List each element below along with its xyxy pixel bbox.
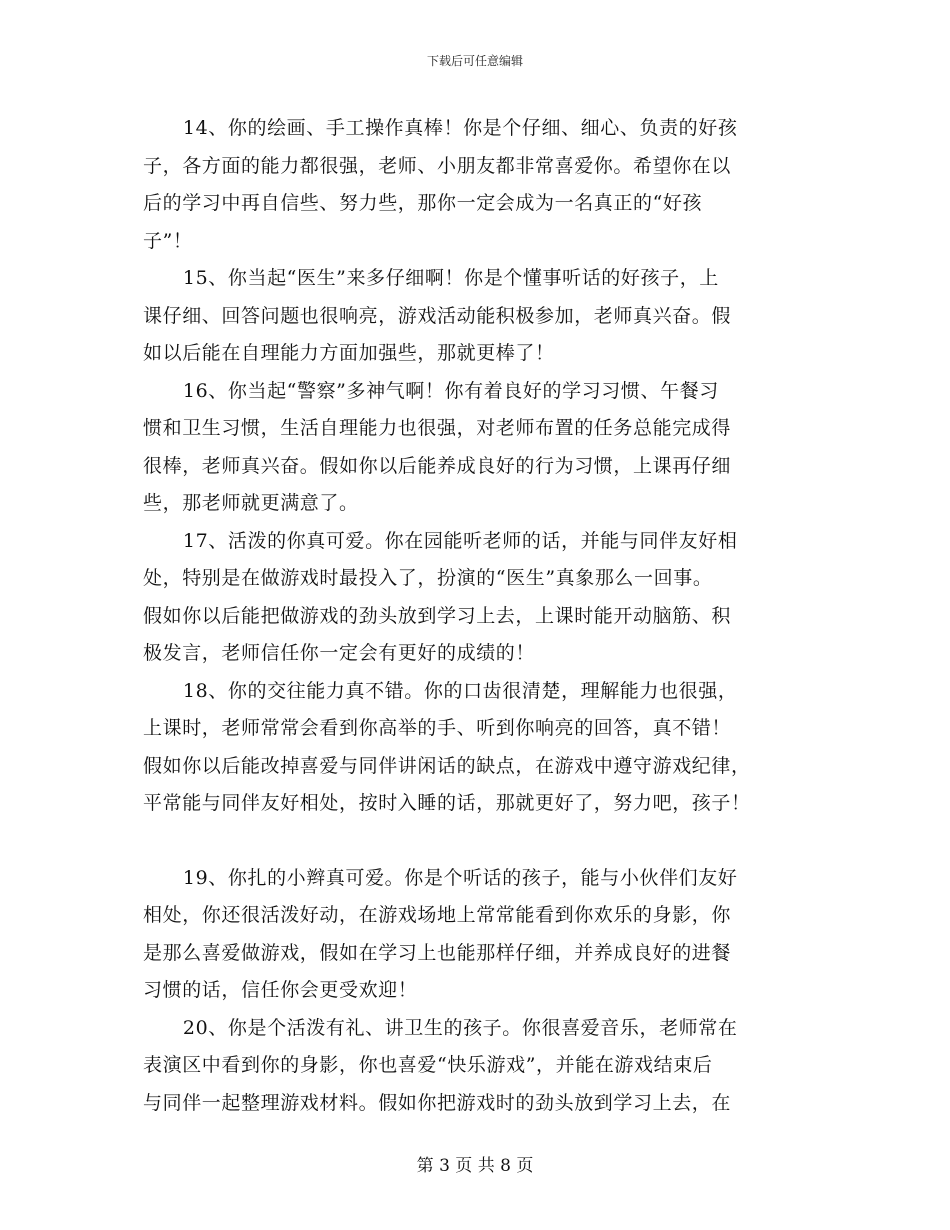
paragraph-15: 15、你当起“医生”来多仔细啊！你是个懂事听话的好孩子，上 课仔细、回答问题也很响亮，游戏活动能积极参加，老师真兴奋。假 如以后能在自理能力方面加强些，那就更棒了！ [143, 267, 732, 364]
paragraph-19: 19、你扎的小辫真可爱。你是个听话的孩子，能与小伙伴们友好 相处，你还很活泼好动，在游戏场地上常常能看到你欢乐的身影，你 是那么喜爱做游戏，假如在学习上也能那样仔细，并养成良好的进餐 习惯的话，信任你会更受欢迎！ [143, 866, 738, 1001]
paragraph-20: 20、你是个活泼有礼、讲卫生的孩子。你很喜爱音乐，老师常在 表演区中看到你的身影，你也喜爱“快乐游戏”，并能在游戏结束后 与同伴一起整理游戏材料。假如你把游戏时的劲头放到学习上去，在 [143, 1016, 738, 1114]
paragraph-18: 18、你的交往能力真不错。你的口齿很清楚，理解能力也很强， 上课时，老师常常会看到你高举的手、听到你响亮的回答，真不错！ 假如你以后能改掉喜爱与同伴讲闲话的缺点，在游戏中遵守游戏纪律， 平常能与同伴友好相处，按时入睡的话，那就更好了，努力吧，孩子！ [143, 679, 751, 814]
paragraph-17: 17、活泼的你真可爱。你在园能听老师的话，并能与同伴友好相 处，特别是在做游戏时最投入了，扮演的“医生”真象那么一回事。 假如你以后能把做游戏的劲头放到学习上去，上课时能开动脑筋、积 极发言，老师信任你一定会有更好的成绩的！ [143, 529, 738, 664]
document-body [143, 110, 808, 1122]
page-header: 下载后可任意编辑 [426, 54, 523, 68]
page-footer: 第 3 页 共 8 页 [416, 1156, 534, 1176]
paragraph-16: 16、你当起“警察”多神气啊！你有着良好的学习习惯、午餐习 惯和卫生习惯，生活自理能力也很强，对老师布置的任务总能完成得 很棒，老师真兴奋。假如你以后能养成良好的行为习惯，上课再仔细 些，那老师就更满意了。 [143, 379, 732, 514]
paragraph-14: 14、你的绘画、手工操作真棒！你是个仔细、细心、负责的好孩 子，各方面的能力都很强，老师、小朋友都非常喜爱你。希望你在以 后的学习中再自信些、努力些，那你一定会成为一名真正的“好孩 子”！ [143, 117, 738, 252]
blank-line [143, 823, 808, 860]
